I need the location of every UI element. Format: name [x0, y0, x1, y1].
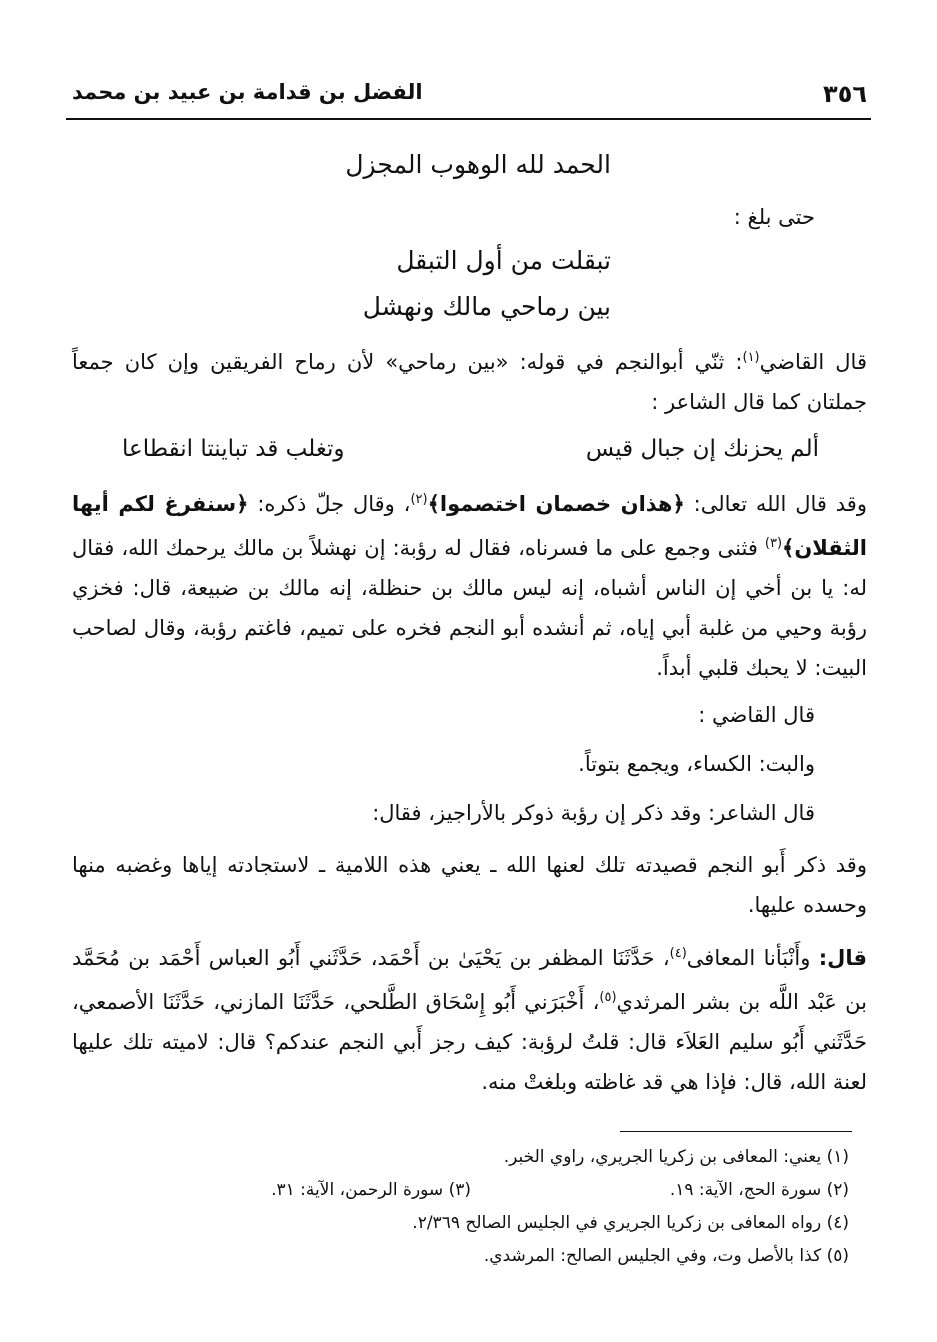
paragraph-text: قال القاضي: [759, 350, 867, 374]
footnote-ref: (٥): [599, 990, 617, 1005]
footnote: (١) يعني: المعافى بن زكريا الجريري، راوي الخبر.: [503, 1147, 849, 1167]
paragraph-text: وأَنْبَأنا المعافى: [686, 946, 819, 970]
verse-line: تبقلت من أول التبقل: [396, 246, 611, 275]
intro-line: حتى بلغ :: [733, 205, 815, 229]
footnote: (٢) سورة الحج، الآية: ١٩.: [669, 1180, 849, 1200]
footnote-ref: (٣): [764, 536, 783, 551]
paragraph-text: وقد قال الله تعالى:: [684, 492, 867, 516]
paragraph: [72, 480, 867, 688]
paragraph: [72, 934, 867, 1102]
running-title: الفضل بن قدامة بن عبيد بن محمد: [72, 80, 423, 104]
footnote: (٥) كذا بالأصل وت، وفي الجليس الصالح: المرشدي.: [483, 1246, 849, 1266]
paragraph-text: ، وقال جلّ ذكره:: [248, 492, 411, 516]
footnote-ref: (٢): [410, 492, 428, 507]
page-number: ٣٥٦: [823, 80, 867, 108]
paragraph-text: ، أَخْبَرَني أَبُو إِسْحَاق الطَّلحي، حَدَّثَنَا المازني، حَدَّثَنَا الأصمعي، حَدَّثَني أَبُو سليم العَلاَء قال: قلتُ لرؤبة: كيف رجز أَبي النجم عندكم؟ قال: لاميته تلك عليها لعنة الله، قال: فإذا هي قد غاظته وبلغتْ منه.: [72, 990, 867, 1094]
verse-hemistich-first: ألم يحزنك إن جبال قيس: [585, 436, 819, 462]
text-line: قال القاضي :: [698, 703, 815, 727]
text-line: قال الشاعر: وقد ذكر إن رؤبة ذوكر بالأراجيز، فقال:: [372, 801, 815, 825]
page-header: [72, 74, 867, 114]
paragraph-text: ، حَدَّثَنَا المظفر بن يَحْيَىٰ بن أَحْمَد، حَدَّثَني أَبُو العباس أَحْمَد بن مُحَمَّد بن عَبْد اللَّه بن بشر المرثدي: [72, 946, 867, 1014]
verse-line: بين رماحي مالك ونهشل: [362, 292, 611, 321]
footnote-ref: (٤): [669, 946, 687, 961]
footnote-ref: (١): [742, 350, 760, 365]
paragraph-text: فثنى وجمع على ما فسرناه، فقال له رؤبة: إن نهشلاً بن مالك يرحمك الله، فقال له: يا بن أخي إن الناس أشباه، إنه ليس مالك بن حنظلة، إنه مالك بن ضبيعة، قال: فخزي رؤبة وحيي من غلبة أبي إياه، ثم أنشده أبو النجم فخره على تميم، فاغتم رؤبة، وقال لصاحب البيت: لا يحبك قلبي أبداً.: [72, 536, 867, 680]
paragraph-lead: قال:: [818, 946, 867, 970]
quran-quote: ﴿هذان خصمان اختصموا﴾: [427, 492, 685, 516]
paragraph: [72, 338, 867, 422]
footnote: (٤) رواه المعافى بن زكريا الجريري في الجليس الصالح ٢/٣٦٩.: [412, 1213, 849, 1233]
footnote: (٣) سورة الرحمن، الآية: ٣١.: [271, 1180, 471, 1200]
footnote-rule: [620, 1131, 852, 1132]
paragraph-text: : ثنّي أبوالنجم في قوله: «بين رماحي» لأن رماح الفريقين وإن كان جمعاً جملتان كما قال الشاعر :: [72, 350, 867, 414]
text-line: والبت: الكساء، ويجمع بتوتاً.: [578, 752, 815, 776]
header-rule: [66, 118, 871, 120]
verse-line: الحمد لله الوهوب المجزل: [345, 150, 611, 179]
verse-hemistich-second: وتغلب قد تباينتا انقطاعا: [122, 436, 345, 462]
quran-quote: ﴿سنفرغ لكم أيها الثقلان﴾: [72, 492, 867, 560]
paragraph: وقد ذكر أَبو النجم قصيدته تلك لعنها الله ـ يعني هذه اللامية ـ لاستجادته إياها وغضبه منها وحسده عليها.: [72, 853, 867, 917]
